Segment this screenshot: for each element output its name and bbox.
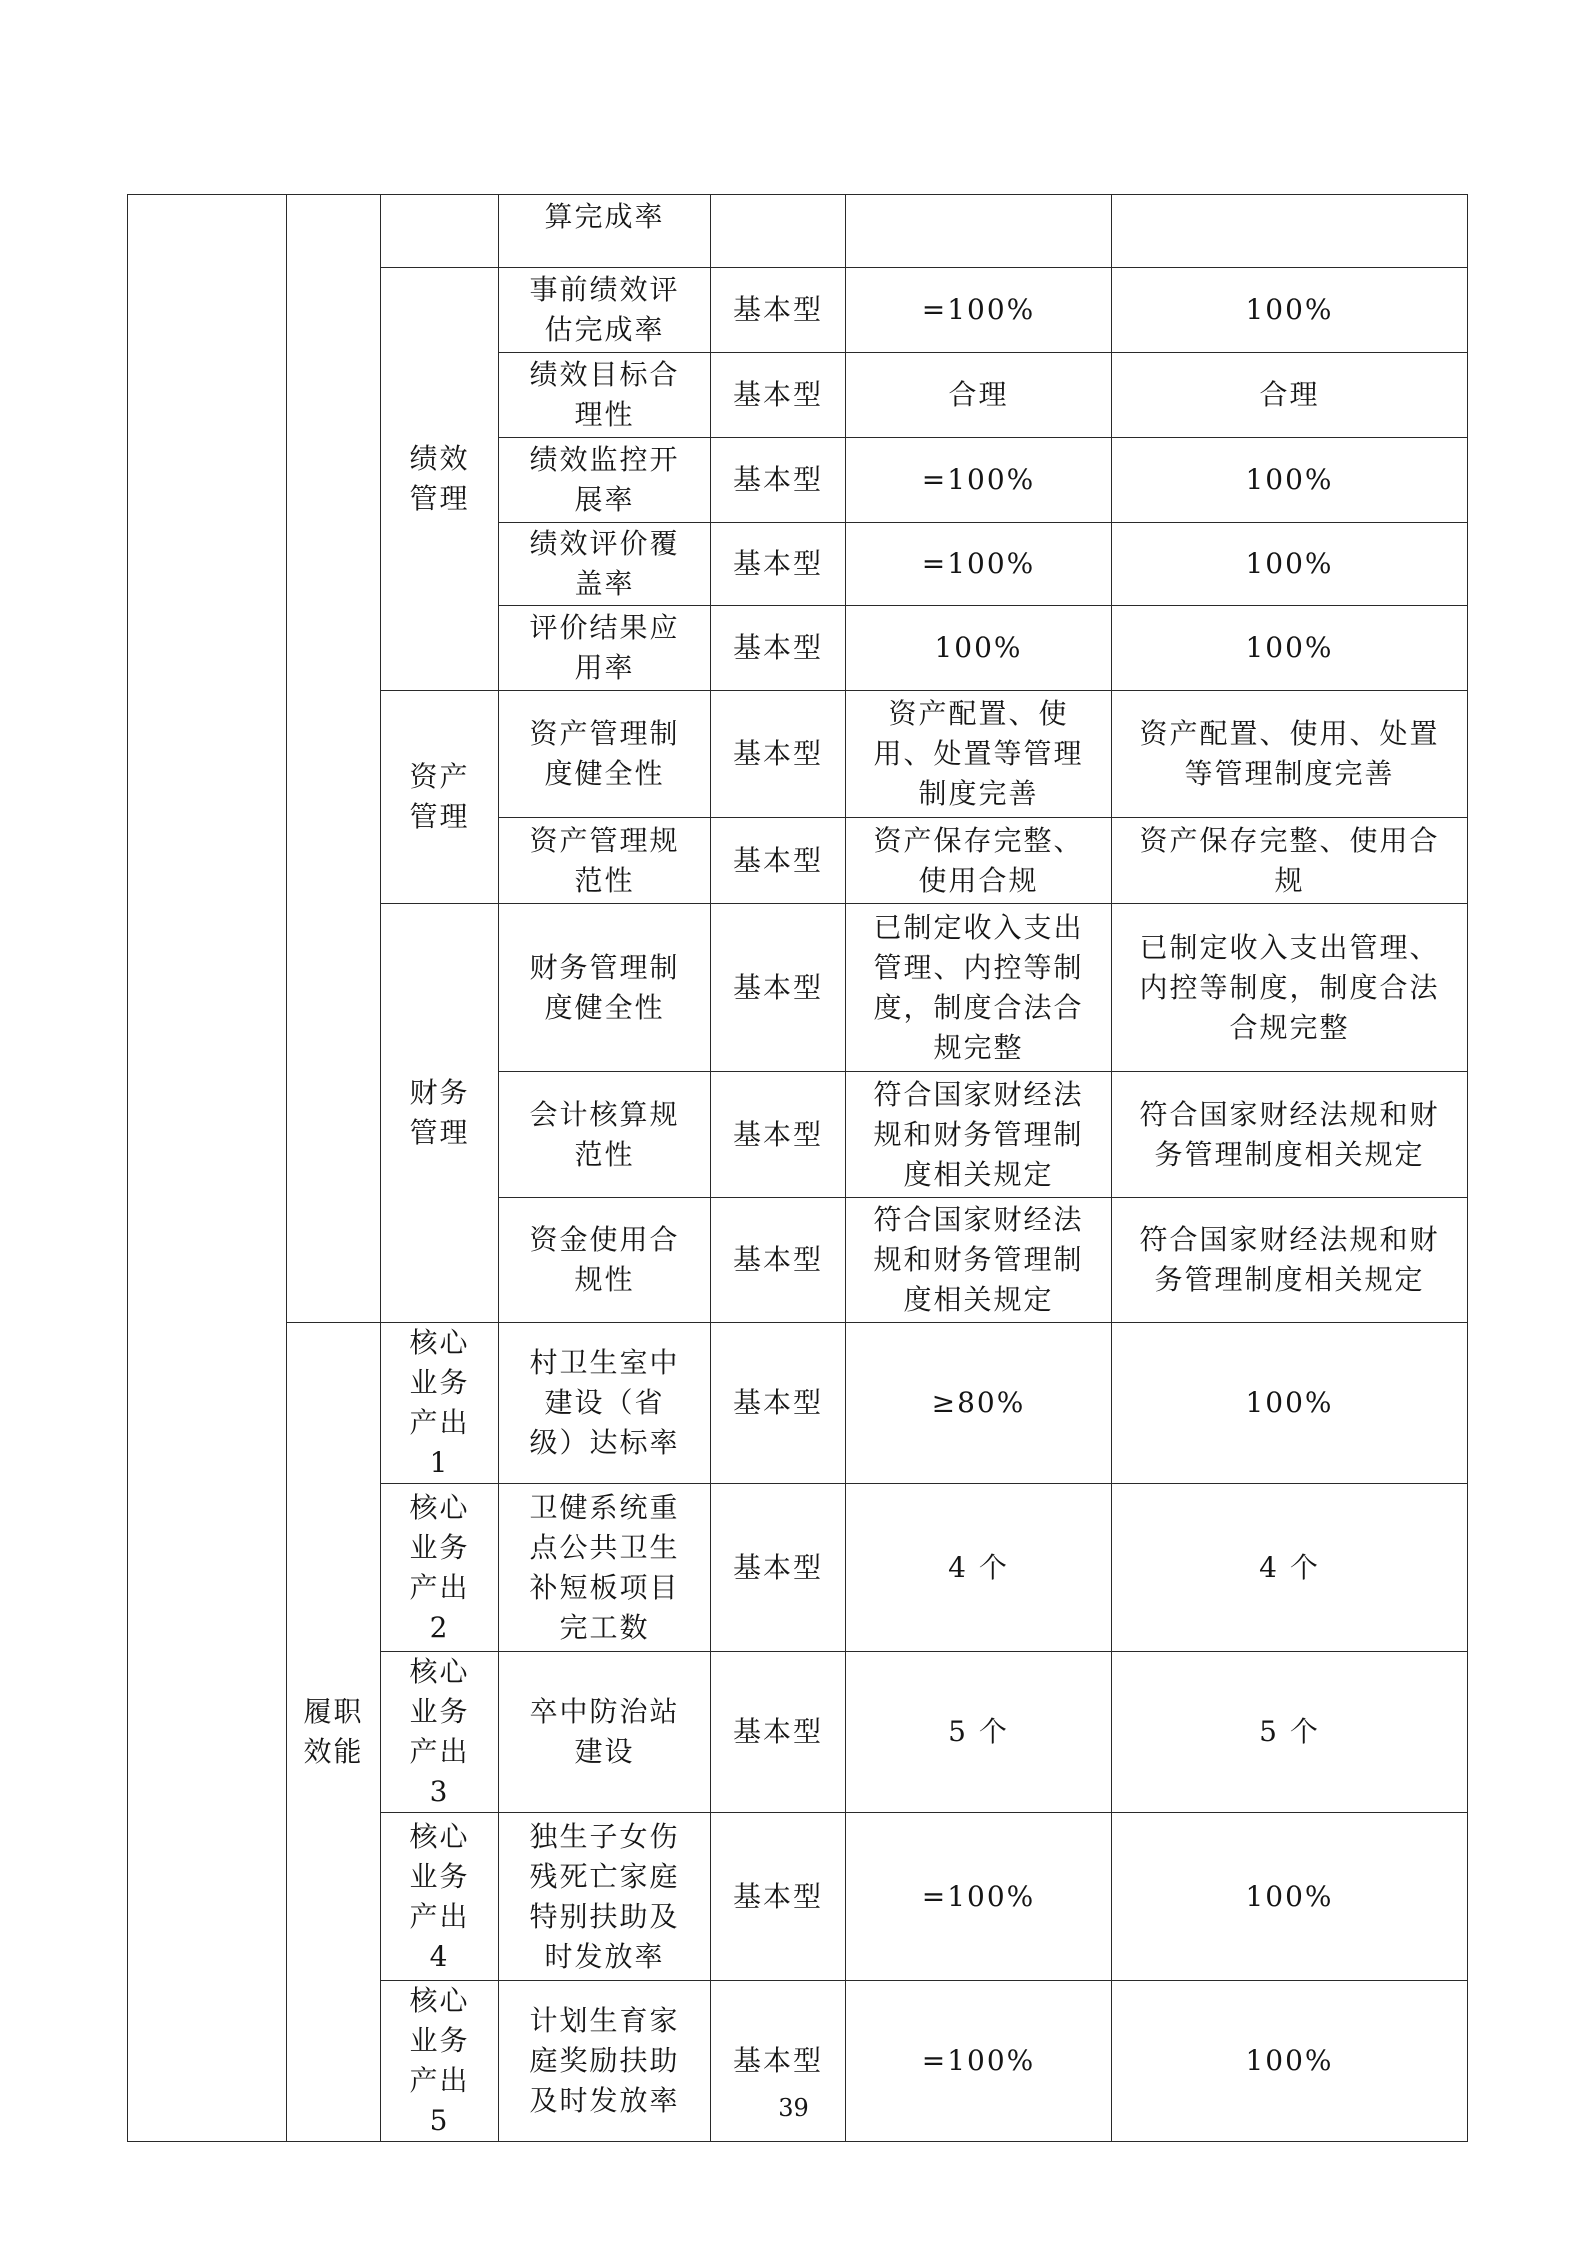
actual-cell bbox=[1112, 438, 1468, 523]
target-cell bbox=[846, 523, 1112, 606]
actual-value: 资产保存完整、使用合规 bbox=[1139, 823, 1440, 897]
indicator-name: 绩效监控开展率 bbox=[529, 443, 680, 516]
target-cell bbox=[846, 1484, 1112, 1652]
indicator-type: 基本型 bbox=[732, 737, 823, 770]
target-value: =100% bbox=[921, 547, 1036, 580]
actual-cell bbox=[1112, 1198, 1468, 1323]
actual-cell bbox=[1112, 1652, 1468, 1813]
indicator-cell bbox=[499, 1652, 711, 1813]
category-cell bbox=[381, 1652, 499, 1813]
target-cell bbox=[846, 691, 1112, 818]
level2-group-cell bbox=[381, 904, 499, 1323]
target-cell bbox=[846, 1323, 1112, 1484]
actual-cell bbox=[1112, 904, 1468, 1072]
target-cell bbox=[846, 353, 1112, 438]
indicator-type: 基本型 bbox=[732, 970, 823, 1004]
category-label: 核心业务产出 4 bbox=[409, 1819, 470, 1973]
level0-blank-cell bbox=[128, 195, 287, 2142]
indicator-cell bbox=[499, 691, 711, 818]
target-cell bbox=[846, 1652, 1112, 1813]
indicator-type: 基本型 bbox=[732, 1243, 823, 1276]
target-cell bbox=[846, 904, 1112, 1072]
target-value: =100% bbox=[921, 293, 1036, 326]
actual-cell bbox=[1112, 1323, 1468, 1484]
actual-cell bbox=[1112, 523, 1468, 606]
actual-value: 100% bbox=[1245, 293, 1334, 326]
type-cell bbox=[711, 1484, 846, 1652]
actual-value: 已制定收入支出管理、内控等制度，制度合法合规完整 bbox=[1139, 930, 1440, 1044]
indicator-type: 基本型 bbox=[732, 547, 823, 580]
indicator-type: 基本型 bbox=[732, 2044, 823, 2077]
target-cell bbox=[846, 1072, 1112, 1198]
target-value: ≥80% bbox=[931, 1386, 1026, 1419]
type-cell bbox=[711, 1652, 846, 1813]
target-value: =100% bbox=[921, 2044, 1036, 2077]
target-cell bbox=[846, 268, 1112, 353]
indicator-cell bbox=[499, 904, 711, 1072]
indicator-type: 基本型 bbox=[732, 1117, 823, 1151]
indicator-type: 基本型 bbox=[732, 378, 823, 411]
category-cell bbox=[381, 1484, 499, 1652]
actual-value: 符合国家财经法规和财务管理制度相关规定 bbox=[1139, 1097, 1440, 1171]
level1-blank-cell bbox=[287, 195, 381, 1323]
indicator-name: 卫健系统重点公共卫生补短板项目完工数 bbox=[529, 1490, 680, 1644]
indicator-type: 基本型 bbox=[732, 631, 823, 664]
target-value: 合理 bbox=[948, 378, 1009, 411]
indicator-name: 计划生育家庭奖励扶助及时发放率 bbox=[529, 2004, 680, 2117]
indicator-cell bbox=[499, 1198, 711, 1323]
type-cell bbox=[711, 1323, 846, 1484]
category-cell bbox=[381, 1323, 499, 1484]
actual-cell bbox=[1112, 1484, 1468, 1652]
target-value: 资产配置、使用、处置等管理制度完善 bbox=[873, 697, 1084, 810]
indicator-cell bbox=[499, 606, 711, 691]
actual-cell bbox=[1112, 195, 1468, 268]
indicator-cell bbox=[499, 818, 711, 904]
target-cell bbox=[846, 1813, 1112, 1981]
indicator-name: 财务管理制度健全性 bbox=[529, 950, 680, 1024]
table-row bbox=[128, 1323, 1468, 1484]
level2-blank-cell bbox=[381, 195, 499, 268]
type-cell bbox=[711, 353, 846, 438]
indicator-name: 独生子女伤残死亡家庭特别扶助及时发放率 bbox=[529, 1819, 680, 1973]
target-value: 5 个 bbox=[948, 1715, 1009, 1748]
target-value: 4 个 bbox=[948, 1550, 1009, 1584]
indicator-cell bbox=[499, 1072, 711, 1198]
actual-value: 100% bbox=[1245, 631, 1334, 664]
indicator-type: 基本型 bbox=[732, 843, 823, 877]
target-value: 资产保存完整、使用合规 bbox=[873, 823, 1084, 897]
actual-value: 100% bbox=[1245, 463, 1334, 496]
actual-cell bbox=[1112, 1072, 1468, 1198]
target-value: =100% bbox=[921, 463, 1036, 496]
target-cell bbox=[846, 818, 1112, 904]
indicator-cell bbox=[499, 353, 711, 438]
indicator-cell bbox=[499, 1484, 711, 1652]
category-label: 核心业务产出 5 bbox=[409, 1984, 470, 2137]
level1-group-cell bbox=[287, 1323, 381, 2142]
page-number: 39 bbox=[778, 2094, 809, 2122]
actual-cell bbox=[1112, 818, 1468, 904]
actual-cell bbox=[1112, 606, 1468, 691]
indicator-type: 基本型 bbox=[732, 293, 823, 326]
level2-group-cell bbox=[381, 691, 499, 904]
indicator-type: 基本型 bbox=[732, 1879, 823, 1913]
type-cell bbox=[711, 1813, 846, 1981]
target-value: 符合国家财经法规和财务管理制度相关规定 bbox=[873, 1077, 1084, 1191]
target-value: 已制定收入支出管理、内控等制度，制度合法合规完整 bbox=[873, 910, 1084, 1064]
indicator-name: 卒中防治站建设 bbox=[529, 1695, 680, 1768]
type-cell bbox=[711, 691, 846, 818]
target-cell bbox=[846, 438, 1112, 523]
actual-value: 100% bbox=[1245, 2044, 1334, 2077]
level2-group-label: 财务管理 bbox=[409, 1076, 470, 1149]
target-value: 符合国家财经法规和财务管理制度相关规定 bbox=[873, 1203, 1084, 1316]
category-label: 核心业务产出 2 bbox=[409, 1490, 470, 1644]
indicator-name: 会计核算规范性 bbox=[529, 1097, 680, 1171]
actual-value: 合理 bbox=[1259, 378, 1320, 411]
level2-group-cell bbox=[381, 268, 499, 691]
indicator-type: 基本型 bbox=[732, 1550, 823, 1584]
type-cell bbox=[711, 268, 846, 353]
type-cell bbox=[711, 904, 846, 1072]
actual-cell bbox=[1112, 268, 1468, 353]
actual-value: 100% bbox=[1245, 1386, 1334, 1419]
indicator-cell bbox=[499, 195, 711, 268]
indicator-name: 资产管理制度健全性 bbox=[529, 717, 680, 790]
category-cell bbox=[381, 1813, 499, 1981]
indicator-name: 绩效评价覆盖率 bbox=[529, 527, 680, 600]
indicator-name: 村卫生室中建设（省级）达标率 bbox=[529, 1346, 680, 1459]
indicator-type: 基本型 bbox=[732, 463, 823, 496]
target-value: =100% bbox=[921, 1879, 1036, 1913]
indicator-table bbox=[127, 194, 1468, 2142]
indicator-name: 绩效目标合理性 bbox=[529, 358, 680, 431]
table-row bbox=[128, 195, 1468, 268]
indicator-name: 算完成率 bbox=[544, 200, 665, 233]
indicator-cell bbox=[499, 1813, 711, 1981]
actual-cell bbox=[1112, 691, 1468, 818]
indicator-cell bbox=[499, 1323, 711, 1484]
level2-group-label: 资产管理 bbox=[409, 760, 470, 833]
target-value: 100% bbox=[934, 631, 1023, 664]
target-cell bbox=[846, 1198, 1112, 1323]
indicator-type: 基本型 bbox=[732, 1386, 823, 1419]
actual-value: 4 个 bbox=[1259, 1550, 1320, 1584]
indicator-name: 事前绩效评估完成率 bbox=[529, 273, 680, 346]
category-label: 核心业务产出 1 bbox=[409, 1326, 470, 1479]
indicator-name: 资产管理规范性 bbox=[529, 823, 680, 897]
type-cell bbox=[711, 606, 846, 691]
indicator-name: 资金使用合规性 bbox=[529, 1223, 680, 1296]
category-label: 核心业务产出 3 bbox=[409, 1655, 470, 1808]
actual-value: 100% bbox=[1245, 1879, 1334, 1913]
level1-group-label: 履职效能 bbox=[303, 1695, 364, 1768]
indicator-cell bbox=[499, 523, 711, 606]
type-cell bbox=[711, 523, 846, 606]
actual-value: 符合国家财经法规和财务管理制度相关规定 bbox=[1139, 1223, 1440, 1296]
actual-cell bbox=[1112, 353, 1468, 438]
indicator-cell bbox=[499, 438, 711, 523]
indicator-name: 评价结果应用率 bbox=[529, 611, 680, 684]
target-cell bbox=[846, 195, 1112, 268]
actual-value: 资产配置、使用、处置等管理制度完善 bbox=[1139, 717, 1440, 790]
target-cell bbox=[846, 606, 1112, 691]
level2-group-label: 绩效管理 bbox=[409, 442, 470, 515]
actual-cell bbox=[1112, 1813, 1468, 1981]
actual-value: 5 个 bbox=[1259, 1715, 1320, 1748]
indicator-type: 基本型 bbox=[732, 1715, 823, 1748]
actual-value: 100% bbox=[1245, 547, 1334, 580]
type-cell bbox=[711, 1072, 846, 1198]
type-cell bbox=[711, 1198, 846, 1323]
type-cell bbox=[711, 438, 846, 523]
type-cell bbox=[711, 818, 846, 904]
type-cell bbox=[711, 195, 846, 268]
indicator-cell bbox=[499, 268, 711, 353]
